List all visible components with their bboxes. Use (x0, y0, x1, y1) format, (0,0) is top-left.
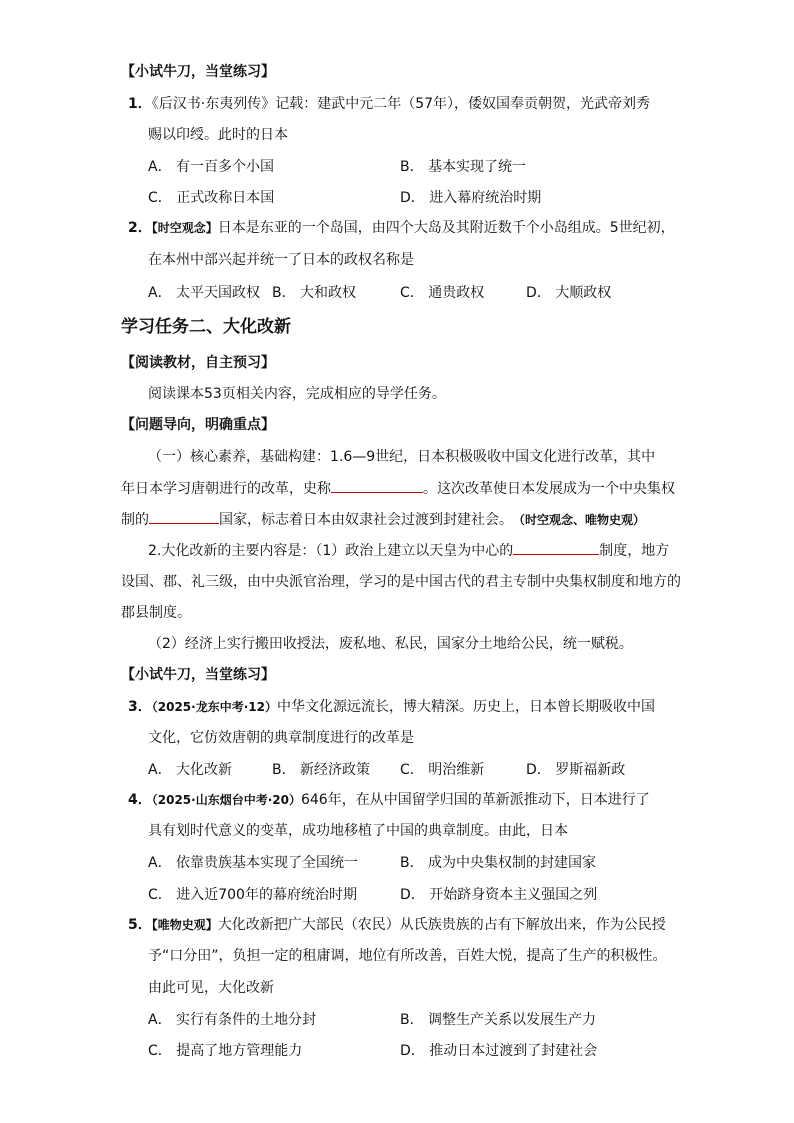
text-segment: 年日本学习唐朝进行的改革，史称 (121, 481, 331, 497)
question-number: 3． (128, 699, 152, 715)
practice-heading: 【小试牛刀，当堂练习】 (121, 64, 275, 80)
text-segment: 制度，地方 (599, 543, 670, 559)
guide-paragraph-line: 郡县制度。 (121, 605, 191, 621)
question-source: （2025·龙东中考·12） (151, 700, 277, 714)
text-segment: 。这次改革使日本发展成为一个中央集权 (423, 481, 675, 497)
question-text: 《后汉书·东夷列传》记载：建武中元二年（57年），倭奴国奉贡朝贺，光武帝刘秀 (151, 96, 651, 112)
question-source: （2025·山东烟台中考·20） (151, 793, 301, 807)
question-5 (128, 915, 666, 935)
option-b[interactable]: B． 新经济政策 (272, 762, 371, 778)
option-d[interactable]: D． 进入幕府统治时期 (400, 190, 542, 206)
option-c[interactable]: C． 通贵政权 (400, 285, 485, 301)
question-text-line: 文化，它仿效唐朝的典章制度进行的改革是 (148, 730, 414, 746)
question-number: 2． (128, 220, 152, 236)
option-b[interactable]: B． 调整生产关系以发展生产力 (400, 1012, 597, 1028)
text-segment: 2.大化改新的主要内容是：（1）政治上建立以天皇为中心的 (148, 543, 514, 559)
option-c[interactable]: C． 正式改称日本国 (148, 190, 275, 206)
option-a[interactable]: A． 有一百多个小国 (148, 159, 275, 175)
fill-blank[interactable] (513, 540, 599, 555)
option-b[interactable]: B． 基本实现了统一 (400, 159, 527, 175)
guide-paragraph-line: （2）经济上实行搬田收授法，废私地、私民，国家分土地给公民，统一赋税。 (148, 636, 633, 652)
option-d[interactable]: D． 罗斯福新政 (526, 762, 626, 778)
question-number: 5． (128, 917, 152, 933)
option-a[interactable]: A． 太平天国政权 (148, 285, 261, 301)
text-segment: 国家，标志着日本由奴隶社会过渡到封建社会。 (219, 512, 513, 528)
question-text-line: 赐以印绶。此时的日本 (148, 127, 288, 143)
guide-heading: 【问题导向，明确重点】 (121, 417, 275, 433)
question-1 (128, 94, 650, 114)
question-3 (128, 697, 655, 717)
question-4 (128, 790, 650, 810)
question-number: 4． (128, 792, 152, 808)
option-d[interactable]: D． 推动日本过渡到了封建社会 (400, 1043, 598, 1059)
text-segment: 制的 (121, 512, 149, 528)
guide-paragraph-line (121, 509, 645, 530)
option-a[interactable]: A． 依靠贵族基本实现了全国统一 (148, 855, 359, 871)
option-d[interactable]: D． 开始跻身资本主义强国之列 (400, 887, 598, 903)
question-2 (128, 218, 675, 238)
option-c[interactable]: C． 明治维新 (400, 762, 485, 778)
category-tag: 【时空观念】 (151, 221, 218, 235)
practice-heading: 【小试牛刀，当堂练习】 (121, 667, 275, 683)
option-b[interactable]: B． 成为中央集权制的封建国家 (400, 855, 597, 871)
option-c[interactable]: C． 进入近700年的幕府统治时期 (148, 887, 357, 903)
option-a[interactable]: A． 实行有条件的土地分封 (148, 1012, 317, 1028)
question-text: 大化改新把广大部民（农民）从氏族贵族的占有下解放出来，作为公民授 (217, 917, 666, 933)
section-title: 学习任务二、大化改新 (121, 317, 291, 337)
guide-paragraph-line (148, 540, 669, 561)
reading-heading: 【阅读教材，自主预习】 (121, 355, 275, 371)
fill-blank[interactable] (331, 478, 423, 493)
question-text: 646年，在从中国留学归国的革新派推动下，日本进行了 (300, 792, 650, 808)
reading-instruction: 阅读课本53页相关内容，完成相应的导学任务。 (148, 386, 446, 402)
question-text-line: 在本州中部兴起并统一了日本的政权名称是 (148, 252, 414, 268)
option-a[interactable]: A． 大化改新 (148, 762, 233, 778)
fill-blank[interactable] (149, 509, 219, 524)
question-text: 日本是东亚的一个岛国，由四个大岛及其附近数千个小岛组成。5世纪初， (217, 220, 675, 236)
question-text: 中华文化源远流长，博大精深。历史上，日本曾长期吸收中国 (276, 699, 655, 715)
guide-paragraph-line (121, 478, 675, 499)
option-b[interactable]: B． 大和政权 (272, 285, 357, 301)
question-text-line: 予“口分田”，负担一定的租庸调，地位有所改善，百姓大悦，提高了生产的积极性。 (148, 948, 667, 964)
category-tag: （时空观念、唯物史观） (519, 513, 646, 527)
guide-paragraph-line: （一）核心素养，基础构建：1.6—9世纪，日本积极吸收中国文化进行改革，其中 (148, 449, 656, 465)
question-text-line: 具有划时代意义的变革，成功地移植了中国的典章制度。由此，日本 (148, 823, 568, 839)
option-d[interactable]: D． 大顺政权 (526, 285, 612, 301)
question-number: 1． (128, 96, 152, 112)
option-c[interactable]: C． 提高了地方管理能力 (148, 1043, 303, 1059)
category-tag: 【唯物史观】 (151, 918, 218, 932)
question-text-line: 由此可见，大化改新 (148, 980, 274, 996)
guide-paragraph-line: 设国、郡、礼三级，由中央派官治理，学习的是中国古代的君主专制中央集权制度和地方的 (121, 574, 681, 590)
